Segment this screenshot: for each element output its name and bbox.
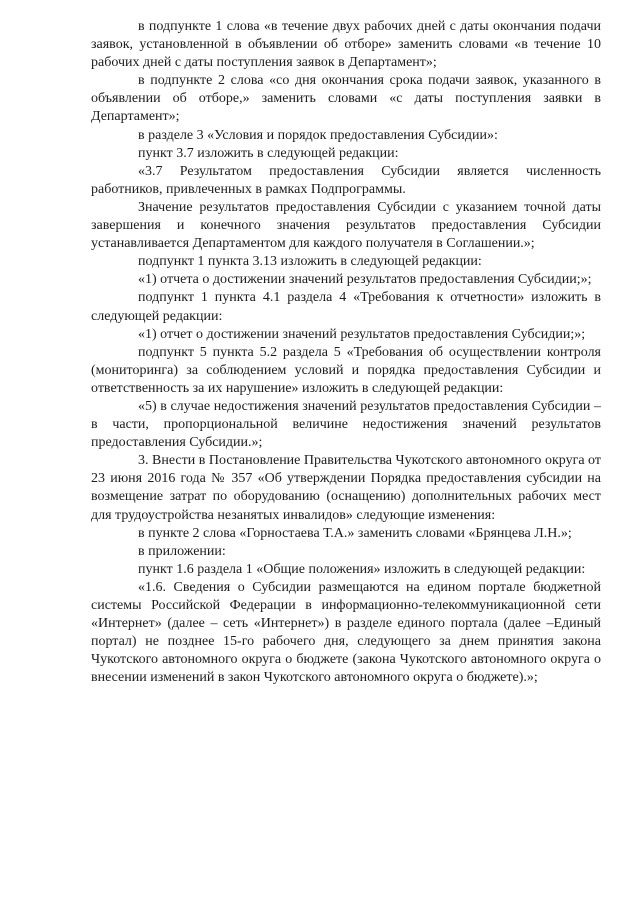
paragraph: «1.6. Сведения о Субсидии размещаются на едином портале бюджетной системы Российской Федерации в информационно-телекоммуникационной сети «Интернет» (далее – сеть «Интернет») в разделе единого портала (далее –Единый портал) не позднее 15-го рабочего дня, следующего за днем принятия закона Чукотского автономного округа о бюджете (закона Чукотского автономного округа о внесении изменений в закон Чукотского автономного округа о бюджете).»; [91, 579, 601, 686]
paragraph: «5) в случае недостижения значений результатов предоставления Субсидии – в части, пропорциональной величине недостижения значений результатов предоставления Субсидии.»; [91, 398, 601, 451]
paragraph: «1) отчет о достижении значений результатов предоставления Субсидии;»; [138, 326, 586, 342]
paragraph: «3.7 Результатом предоставления Субсидии является численность работников, привлеченных в рамках Подпрограммы. [91, 163, 601, 197]
paragraph: пункт 3.7 изложить в следующей редакции: [138, 145, 399, 161]
paragraph: в пункте 2 слова «Горностаева Т.А.» заменить словами «Брянцева Л.Н.»; [138, 525, 572, 541]
paragraph: подпункт 1 пункта 3.13 изложить в следующей редакции: [138, 254, 482, 270]
paragraph: в приложении: [138, 543, 226, 559]
paragraph: подпункт 1 пункта 4.1 раздела 4 «Требования к отчетности» изложить в следующей редакции: [91, 290, 601, 324]
paragraph: Значение результатов предоставления Субсидии с указанием точной даты завершения и конечного значения результатов предоставления Субсидии устанавливается Департаментом для каждого получателя в Соглашении.»; [91, 199, 601, 252]
paragraph: в подпункте 1 слова «в течение двух рабочих дней с даты окончания подачи заявок, установленной в объявлении об отборе» заменить словами «в течение 10 рабочих дней с даты поступления заявок в Департамент»; [91, 19, 601, 71]
paragraph: 3. Внести в Постановление Правительства Чукотского автономного округа от 23 июня 2016 года № 357 «Об утверждении Порядка предоставления субсидии на возмещение затрат по оборудованию (оснащению) дополнительных рабочих мест для трудоустройства незанятых инвалидов» следующие изменения: [91, 453, 601, 523]
paragraph: в разделе 3 «Условия и порядок предоставления Субсидии»: [138, 127, 498, 143]
paragraph: «1) отчета о достижении значений результатов предоставления Субсидии;»; [138, 272, 592, 288]
paragraph: в подпункте 2 слова «со дня окончания срока подачи заявок, указанного в объявлении об отборе,» заменить словами «с даты поступления заявки в Департамент»; [91, 73, 601, 125]
document-body [91, 18, 601, 687]
paragraph: подпункт 5 пункта 5.2 раздела 5 «Требования об осуществлении контроля (мониторинга) за соблюдением условий и порядка предоставления Субсидии и ответственность за их нарушение» изложить в следующей редакции: [91, 344, 601, 396]
paragraph: пункт 1.6 раздела 1 «Общие положения» изложить в следующей редакции: [138, 561, 586, 577]
